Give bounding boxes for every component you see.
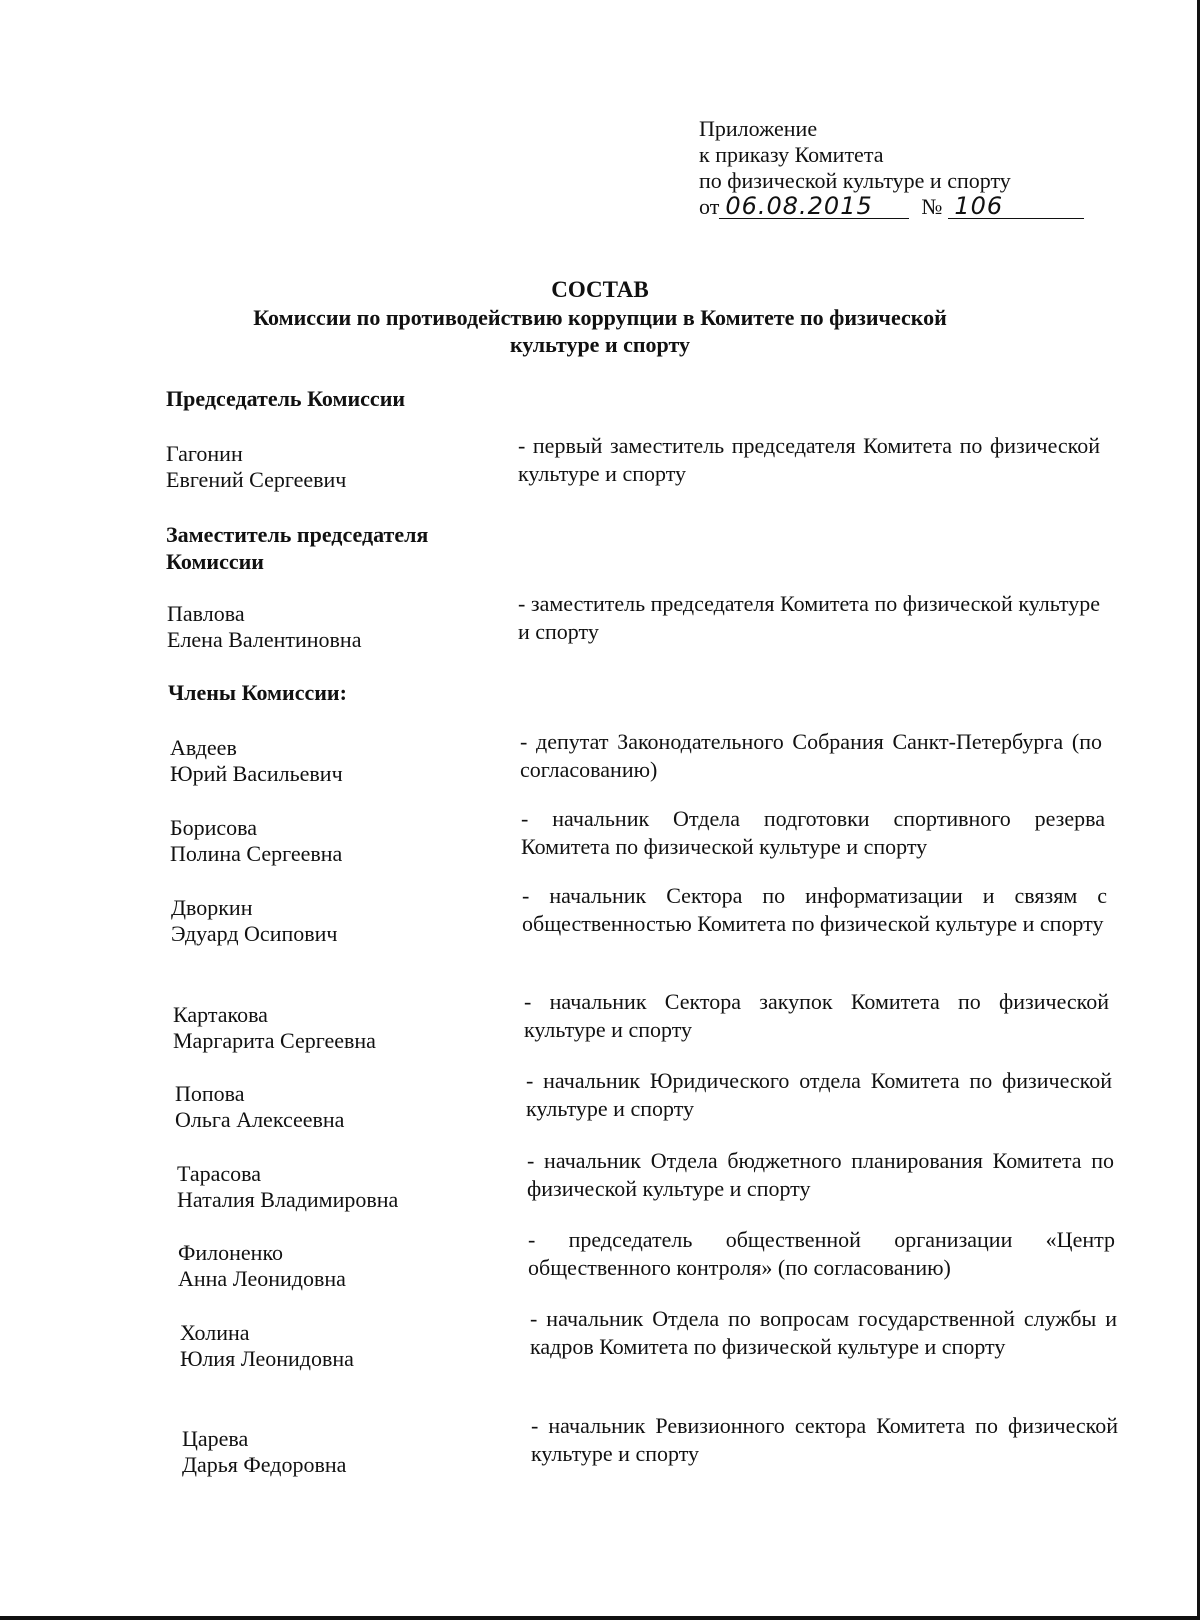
number-sign: №: [921, 194, 943, 219]
member-kartakova: [173, 1002, 376, 1054]
handwritten-date: 06.08.2015: [725, 192, 873, 220]
member-pavlova: [167, 601, 361, 653]
surname: Попова: [175, 1081, 245, 1106]
section-members: Члены Комиссии:: [168, 680, 347, 705]
position-filonenko: - председатель общественной организации «Центр общественного контроля» (по согласованию): [528, 1227, 1115, 1280]
position-pavlova: - заместитель председателя Комитета по физической культуре и спорту: [518, 591, 1100, 644]
appendix-line-2: к приказу Комитета: [699, 142, 884, 167]
position-tsareva: - начальник Ревизионного сектора Комитета по физической культуре и спорту: [531, 1413, 1118, 1466]
appendix-line-1: Приложение: [699, 116, 818, 141]
surname: Тарасова: [177, 1161, 262, 1186]
document-title: СОСТАВ: [551, 277, 649, 302]
surname: Картакова: [173, 1002, 268, 1027]
surname: Авдеев: [170, 735, 237, 760]
position-dvorkin: - начальник Сектора по информатизации и связям с общественностью Комитета по физической культуре и спорту: [522, 883, 1107, 936]
given-names: Евгений Сергеевич: [166, 467, 347, 492]
handwritten-number: 106: [954, 192, 1004, 220]
given-names: Дарья Федоровна: [182, 1452, 347, 1477]
given-names: Юрий Васильевич: [170, 761, 343, 786]
position-borisova: - начальник Отдела подготовки спортивного резерва Комитета по физической культуре и спорту: [521, 806, 1105, 859]
given-names: Маргарита Сергеевна: [173, 1028, 376, 1053]
date-field: [719, 192, 909, 220]
surname: Павлова: [167, 601, 245, 626]
member-kholina: [180, 1320, 354, 1372]
position-avdeev: - депутат Законодательного Собрания Санкт-Петербурга (по согласованию): [520, 729, 1102, 782]
surname: Холина: [180, 1320, 250, 1345]
given-names: Анна Леонидовна: [178, 1266, 346, 1291]
member-gagonin: [166, 441, 346, 493]
given-names: Полина Сергеевна: [170, 841, 343, 866]
given-names: Ольга Алексеевна: [175, 1107, 345, 1132]
member-tarasova: [177, 1161, 398, 1213]
date-prefix: от: [699, 194, 720, 219]
surname: Дворкин: [171, 895, 253, 920]
member-popova: [175, 1081, 344, 1133]
section-chairman: Председатель Комиссии: [166, 386, 406, 411]
member-avdeev: [170, 735, 343, 787]
given-names: Наталия Владимировна: [177, 1187, 399, 1212]
appendix-line-3: по физической культуре и спорту: [699, 168, 1011, 193]
scan-edge-bottom: [0, 1616, 1200, 1620]
number-field: [948, 192, 1084, 220]
member-borisova: [170, 815, 342, 867]
appendix-date-line: [699, 194, 1084, 220]
position-kartakova: - начальник Сектора закупок Комитета по физической культуре и спорту: [524, 989, 1109, 1042]
member-tsareva: [182, 1426, 346, 1478]
surname: Борисова: [170, 815, 258, 840]
document-subtitle-line-2: культуре и спорту: [509, 332, 691, 357]
position-tarasova: - начальник Отдела бюджетного планирования Комитета по физической культуре и спорту: [527, 1148, 1114, 1201]
position-kholina: - начальник Отдела по вопросам государственной службы и кадров Комитета по физической культуре и спорту: [530, 1306, 1117, 1359]
given-names: Эдуард Осипович: [171, 921, 338, 946]
section-deputy: Заместитель председателя Комиссии: [166, 522, 429, 574]
member-dvorkin: [171, 895, 337, 947]
surname: Филоненко: [178, 1240, 284, 1265]
appendix-header: [699, 116, 1084, 220]
position-gagonin: - первый заместитель председателя Комитета по физической культуре и спорту: [518, 433, 1100, 486]
surname: Гагонин: [166, 441, 243, 466]
surname: Царева: [182, 1426, 249, 1451]
position-popova: - начальник Юридического отдела Комитета по физической культуре и спорту: [526, 1068, 1112, 1121]
given-names: Елена Валентиновна: [167, 627, 362, 652]
member-filonenko: [178, 1240, 346, 1292]
given-names: Юлия Леонидовна: [180, 1346, 354, 1371]
document-subtitle-line-1: Комиссии по противодействию коррупции в Комитете по физической: [253, 305, 947, 330]
